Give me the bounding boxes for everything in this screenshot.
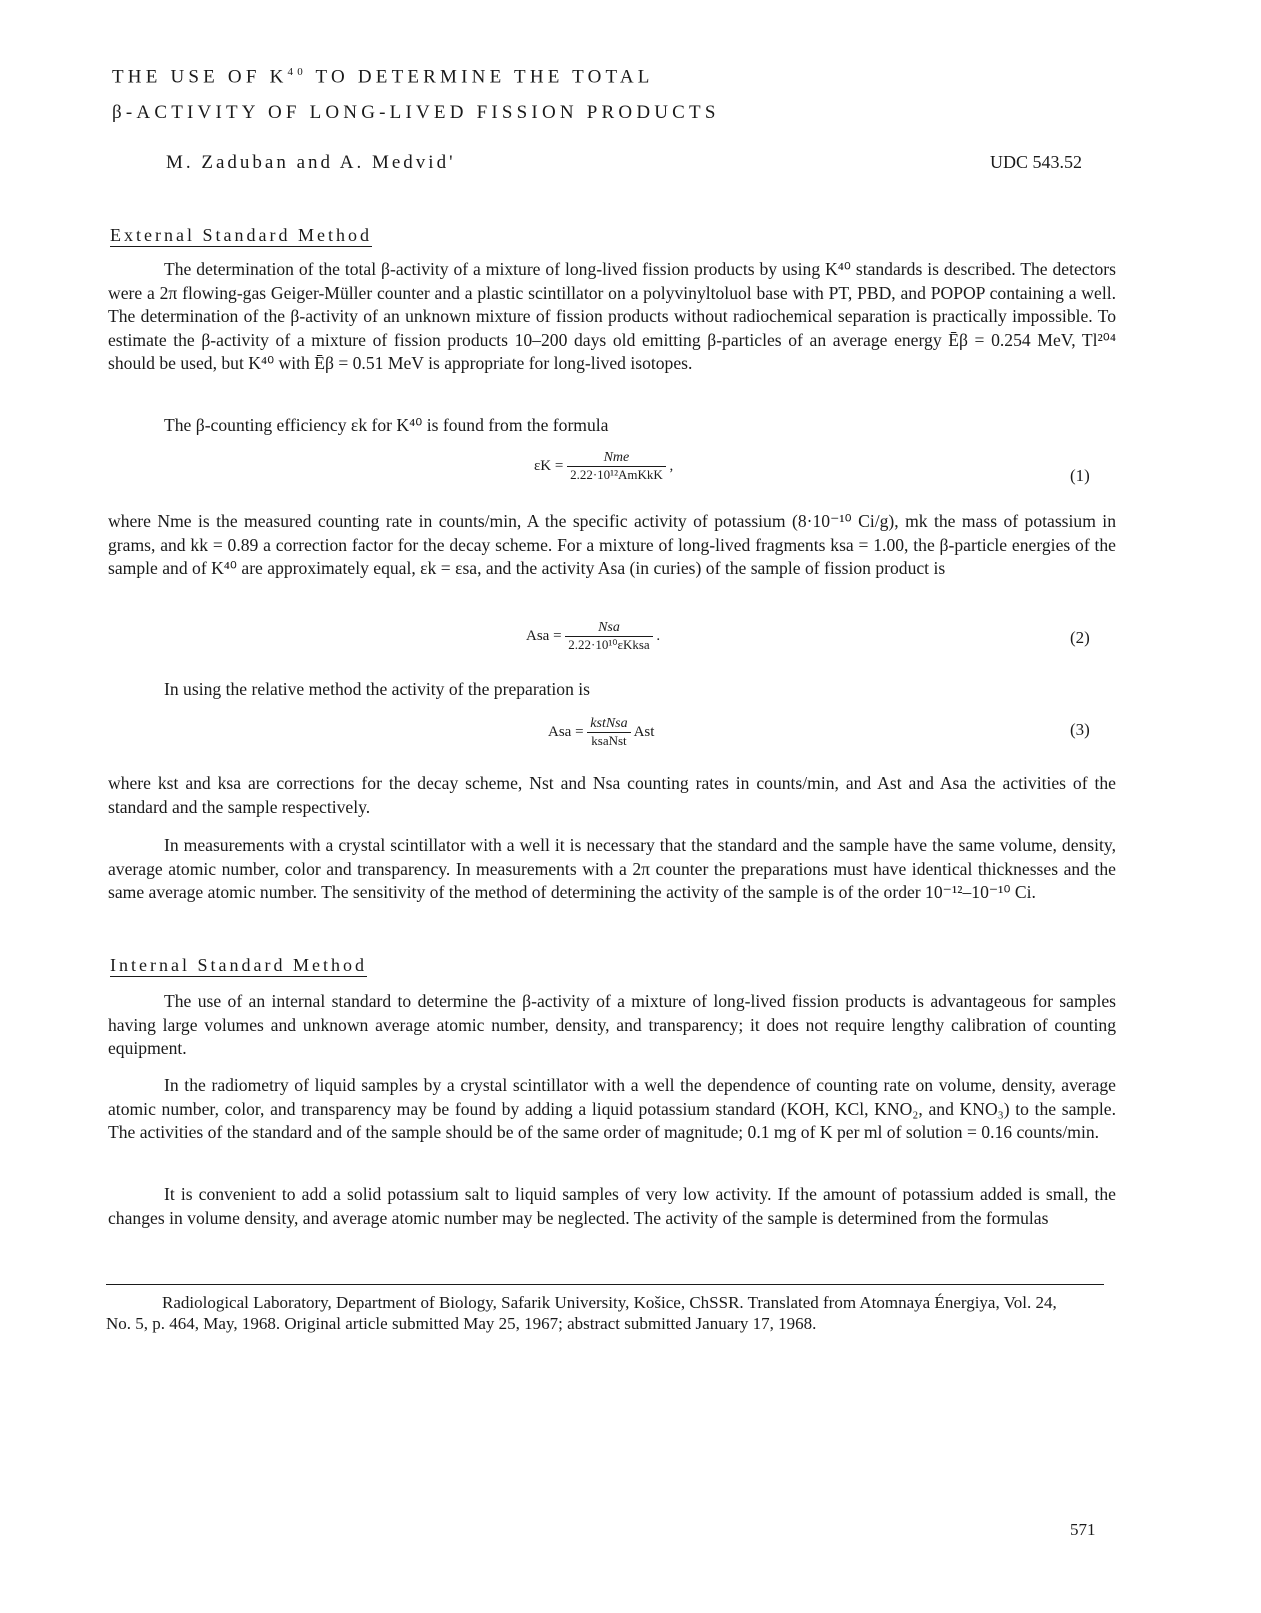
- equation-2-lhs: Asa =: [526, 627, 562, 644]
- equation-3-lhs: Asa =: [548, 723, 584, 740]
- paragraph-3: where Nme is the measured counting rate in counts/min, A the specific activity of potassium (8·10⁻¹⁰ Ci/g), mk the mass of potassium in grams, and kk = 0.89 a correction factor for the decay scheme. For a mixture of long-lived fragments ksa = 1.00, the β-particle energies of the sample and of K⁴⁰ are approximately equal, εk = εsa, and the activity Asa (in curies) of the sample of fission product is: [108, 511, 1116, 579]
- paragraph-efficiency: [108, 414, 1116, 438]
- equation-2: [526, 620, 660, 653]
- equation-1: [534, 450, 673, 483]
- title-line-1: THE USE OF $K^{40}$ TO DETERMINE THE TOTAL: [112, 66, 654, 88]
- page-number: 571: [1070, 1520, 1096, 1539]
- paragraph-internal: [108, 990, 1116, 1061]
- equation-1-tail: ,: [669, 457, 674, 474]
- paragraph-measurements: [108, 834, 1116, 905]
- equation-2-denominator: 2.22·10¹⁰εKksa: [568, 637, 650, 652]
- equation-2-numerator: Nsa: [565, 620, 652, 637]
- paragraph-2: The β-counting efficiency εk for K⁴⁰ is found from the formula: [164, 415, 609, 435]
- paragraph-radiometry: [108, 1074, 1116, 1145]
- footnote-rule: [106, 1284, 1104, 1285]
- udc-code: UDC 543.52: [990, 152, 1083, 172]
- section-heading-external: External Standard Method: [110, 225, 372, 245]
- equation-1-denominator: 2.22·10¹²AmKkK: [570, 467, 663, 482]
- footnote: Radiological Laboratory, Department of Biology, Safarik University, Košice, ChSSR. Translated from Atomnaya Énergiya, Vol. 24, No. 5, p. 464, May, 1968. Original article submitted May 25, 1967; abstract submitted January 17, 1968.: [106, 1293, 1057, 1333]
- paragraph-intro: [108, 258, 1116, 376]
- paragraph-6: In measurements with a crystal scintillator with a well it is necessary that the standard and the sample have the same volume, density, average atomic number, color and transparency. In measurements with a 2π counter the preparations must have identical thicknesses and the same average atomic number. The sensitivity of the method of determining the activity of the sample is of the order 10⁻¹²–10⁻¹⁰ Ci.: [108, 835, 1116, 903]
- paragraph-5: where kst and ksa are corrections for the decay scheme, Nst and Nsa counting rates in counts/min, and Ast and Asa the activities of the standard and the sample respectively.: [108, 773, 1116, 817]
- title-line-2: β-ACTIVITY OF LONG-LIVED FISSION PRODUCTS: [112, 102, 720, 123]
- equation-1-number: (1): [1070, 466, 1090, 485]
- paragraph-4: In using the relative method the activity of the preparation is: [164, 679, 591, 699]
- paragraph-relative: [108, 678, 1116, 702]
- paragraph-1: The determination of the total β-activity of a mixture of long-lived fission products by using K⁴⁰ standards is described. The detectors were a 2π flowing-gas Geiger-Müller counter and a plastic scintillator on a polyvinyltoluol base with PT, PBD, and POPOP containing a well. The determination of the β-activity of an unknown mixture of fission products without radiochemical separation is practically impossible. To estimate the β-activity of a mixture of fission products 10–200 days old emitting β-particles of an average energy Ēβ = 0.254 MeV, Tl²⁰⁴ should be used, but K⁴⁰ with Ēβ = 0.51 MeV is appropriate for long-lived isotopes.: [108, 259, 1116, 374]
- equation-3: [548, 716, 654, 749]
- paragraph-7: The use of an internal standard to determine the β-activity of a mixture of long-lived fission products is advantageous for samples having large volumes and unknown average atomic number, density, and transparency; it does not require lengthy calibration of counting equipment.: [108, 991, 1116, 1059]
- equation-3-tail: Ast: [633, 723, 655, 740]
- equation-2-tail: .: [656, 627, 661, 644]
- equation-2-number: (2): [1070, 628, 1090, 647]
- equation-1-numerator: Nme: [567, 450, 666, 467]
- paragraph-corrections: [108, 772, 1116, 819]
- equation-3-numerator: kstNsa: [587, 716, 630, 733]
- equation-3-number: (3): [1070, 720, 1090, 739]
- paragraph-9: It is convenient to add a solid potassium salt to liquid samples of very low activity. If the amount of potassium added is small, the changes in volume density, and average atomic number may be neglected. The activity of the sample is determined from the formulas: [108, 1184, 1116, 1228]
- section-heading-internal: Internal Standard Method: [110, 955, 367, 975]
- equation-1-lhs: εK =: [534, 457, 564, 474]
- paragraph-variables: [108, 510, 1116, 581]
- equation-3-denominator: ksaNst: [591, 733, 627, 748]
- paragraph-8: In the radiometry of liquid samples by a crystal scintillator with a well the dependence of counting rate on volume, density, average atomic number, color, and transparency may be found by adding a liquid potassium standard (KOH, KCl, KNO₂, and KNO₃) to the sample. The activities of the standard and of the sample should be of the same order of magnitude; 0.1 mg of K per ml of solution = 0.16 counts/min.: [108, 1075, 1116, 1143]
- authors: M. Zaduban and A. Medvid': [166, 152, 456, 173]
- paragraph-solid-salt: [108, 1183, 1116, 1230]
